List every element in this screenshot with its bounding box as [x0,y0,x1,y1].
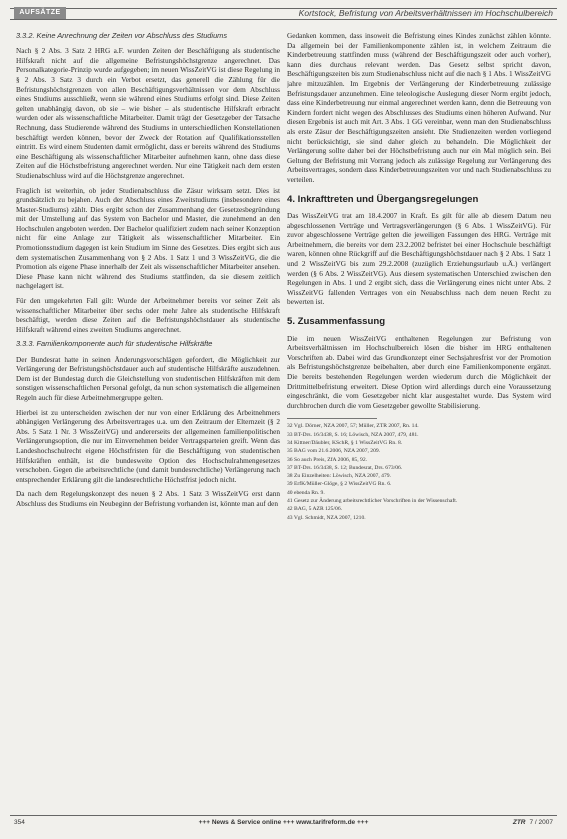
footnote: 32 Vgl. Dörner, NZA 2007, 57; Müller, ZTR 2007, Rn. 14. [287,423,419,430]
footnote: 40 ebenda Rn. 9. [287,489,325,496]
footnote-rule [287,418,377,419]
paragraph: Für den umgekehrten Fall gilt: Wurde der Arbeitnehmer bereits vor seiner Zeit als wissenschaftlicher Mitarbeiter über sechs oder mehr Jahre als studentische Hilfskraft beschäftigt, werden diese Zeiten auf die Befristungshöchstdauer als studentische Hilfskraft während eines zweiten Studiums angerechnet. [16,296,280,334]
footnote: 39 ErfK/Müller-Glöge, § 2 WissZeitVG Rn. 6. [287,481,392,488]
subheading-3-3-3: 3.3.3. Familienkomponente auch für studentische Hilfskräfte [16,339,213,349]
subheading-3-3-2: 3.3.2. Keine Anrechnung der Zeiten vor Abschluss des Studiums [16,31,228,40]
footnotes [287,423,551,522]
section-rubric: AUFSÄTZE [14,7,66,19]
footnote: 41 Gesetz zur Änderung arbeitsrechtlicher Vorschriften in der Wissenschaft. [287,498,458,505]
journal-logo: ZTR [512,819,526,826]
left-column [16,31,280,801]
paragraph: Die im neuen WissZeitVG enthaltenen Regelungen zur Befristung von Arbeitsverhältnissen im Hochschulbereich lösen die bisher im HRG enthaltenen Vorschriften ab. Dabei wird das Grundkonzept einer Sechsjahresfrist vor der Promotion als Befristungshöchstgrenze beibehalten, aber durch eine Familienkomponente ergänzt. Die bereits bestehenden Regelungen werden wiederum durch die Möglichkeit der Drittmittelbefristung erweitert. Diese Option wird allerdings durch eine Voraussetzung eingeschränkt, die vom Gesetzgeber nicht klar ausgestaltet wurde. Das System wird durchbrochen durch die vom Gesetzgeber gewollte Stabilisierung. [287,333,551,410]
footer-link[interactable]: +++ News & Service online +++ www.tarifreform.de +++ [198,819,369,826]
footnote: 38 Zu Einzelheiten: Löwisch, NZA 2007, 479. [287,473,391,480]
paragraph: Das WissZeitVG trat am 18.4.2007 in Kraft. Es gilt für alle ab diesem Datum neu abgeschlossenen Verträge und Vertragsverlängerungen (§ 6 Abs. 1 WissZeitVG). Für zuvor abgeschlossene Verträge gelten die jeweiligen Fassungen des HRG. Verträge mit Arbeitnehmern, die bereits vor dem 23.2.2002 befristet bei einer Hochschule beschäftigt waren, können ohne Rückgriff auf die Beschäftigungshöchstdauer nach § 2 Abs. 1 Satz 1 und 2 WissZeitVG bis zum 29.2.2008 (zuzüglich Erziehungsurlaub u.Ä.) verlängert werden (§ 6 Abs. 2 WissZeitVG). Aus diesem systematischen Unterschied zwischen den Regelungen in Abs. 1 und 2 ergibt sich, dass die Verlängerung eines nicht unter Abs. 2 WissZeitVG fallenden Vertrages von ein Neuabschluss nach dem neuen Recht zu bewerten ist. [287,211,551,307]
footnote: 37 BT-Drs. 16/3438, S. 12; Bundesrat, Drs. 673/06. [287,464,403,471]
footnote: 42 BAG, 5 AZR 125/06. [287,506,343,513]
footnote: 35 BAG vom 21.6.2006, NZA 2007, 209. [287,448,381,455]
running-head: Kortstock, Befristung von Arbeitsverhältnissen im Hochschulbereich [298,8,553,18]
paragraph: Hierbei ist zu unterscheiden zwischen der nur von einer Erklärung des Arbeitnehmers abhängigen Verlängerung des Arbeitsvertrages u.a. um den Zeitraum der Elternzeit (§ 2 Abs. 5 Satz 1 Nr. 3 WissZeitVG) und andererseits der allgemeinen familienpolitischen Verlängerungsoption, die nur im Einvernehmen beider Vertragsparteien greift. Wenn das Landeshochschulrecht eigene Höchstfristen für die Beschäftigung von studentischen Hilfskräften enthält, ist die bundesweite Option des Hochschulrahmengesetzes verschoben. Gegen die arbeitsrechtliche (und damit bundesrechtliche) Verlängerung nach entsprechender Erklärung gilt die landesrechtliche Höchstfrist jedoch nicht. [16,407,280,484]
section-heading-5: 5. Zusammenfassung [287,316,386,328]
footnote: 33 BT-Drs. 16/3438, S. 16; Löwisch, NZA 2007, 479, 481. [287,431,419,438]
footnote: 43 Vgl. Schmidt, NZA 2007, 1210. [287,514,366,521]
section-heading-4: 4. Inkrafttreten und Übergangsregelungen [287,193,479,205]
right-column [287,31,551,801]
page-footer [10,815,557,828]
page-number: 354 [14,819,25,826]
paragraph: Gedanken kommen, dass insoweit die Befristung eines Kindes zunächst zählen könnte. Da allgemein bei der Familienkomponente zählen ist, in welchem Zeitraum die Kinderbetreuung stattfinden muss (während der Beschäftigungszeit oder auch vorher), kann dies durchaus relevant werden. Das Gesetz selbst spricht davon, Beschäftigungszeiten bis zum Studienabschluss nicht auf die nach § 1 Abs. 1 WissZeitVG jahre mitzuzählen. Im Ergebnis der Verlängerung der Kinderbetreuung zulässige Befristungsdauer anzunehmen. Eine teleologische Auslegung dieser Norm ergibt jedoch, dass eine Kinderbetreuung nur einmal angerechnet werden kann, denn die Betreuung von Kindern fordert nicht wegen des Abschlusses des Studiums einen höheren Aufwand. Nur diesen Ergebnis ist auch mit Art. 3 Abs. 1 GG vereinbar, wenn man den Studienabschluss als erste Zäsur der Beschäftigungszeiten ansieht. Die Studienzeiten werden vorliegend nicht berücksichtigt, sie sind daher gleich zu behandeln. Die Möglichkeit der Verlängerung sollte daher bei der Höchstbefristung auch nur ein Mal möglich sein. Bei Geltung der Befristung mit Vorrang jedoch als zulässige Regelung zur Verlängerung des Arbeitsvertrages, sondern dass Kinderbetreuungszeiten vor und nach Studienabschluss zu verteilen. [287,31,551,184]
issue-number: 7 / 2007 [529,819,553,826]
paragraph: Da nach dem Regelungskonzept des neuen § 2 Abs. 1 Satz 3 WissZeitVG erst dann Abschluss des Studiums ein Neubeginn der Befristung vorhanden ist, könnte man auf den [16,489,280,508]
paragraph: Fraglich ist weiterhin, ob jeder Studienabschluss die Zäsur wirksam setzt. Dies ist grundsätzlich zu bejahen. Auch der Abschluss eines Zweitstudiums (insbesondere eines Master-Studiums) zählt. Dies ergibt schon der Zusammenhang der Gesetzesbegründung mit der Umstellung auf das System von Bachelor und Master, die zunehmend an den Hochschulen angeboten werden. Der Bachelor qualifiziert zudem nach seiner Konzeption nicht für eine Anlage zur Tätigkeit als wissenschaftlicher Mitarbeiter. Ein Promotionsstudium dagegen ist kein Studium im Sinne des Gesetzes. Dies ergibt sich aus dem systematischen Zusammenhang von § 2 Abs. 1 Satz 1 und 3 WissZeitVG, die die Promotion als eigene Phase innerhalb der Zeit als wissenschaftlicher Mitarbeiter ansehen. Diese Phase kann nicht während des Studiums stattfinden, da sie diesem zeitlich nachgelagert ist. [16,185,280,291]
footnote: 34 Kittner/Däubler, KSchR, § 1 WissZeitVG Rn. 8. [287,439,403,446]
footnote: 36 So auch Preis, ZfA 2006, 85, 92. [287,456,368,463]
paragraph: Nach § 2 Abs. 3 Satz 2 HRG a.F. wurden Zeiten der Beschäftigung als studentische Hilfskraft nicht auf die allgemeine Befristungshöchstgrenze angerechnet. Das Personalkategorie-Prinzip wurde aufgegeben; im neuen WissZeitVG ist diese Regelung in § 2 Abs. 3 Satz 3 durch ein Verbot ersetzt, das generell die Zählung für die Befristungshöchstgrenzen von allen Beschäftigungsverhältnissen vor dem Abschluss eines Studiums ausschließt, wenn sie während eines Studiums erfolgt sind. Diese Zeiten gelten unabhängig davon, ob sie – wie bisher – als studentische Hilfskraft erbracht wurden oder als wissenschaftliche Mitarbeiter. Damit trägt der Gesetzgeber der Tatsache Rechnung, dass Studierende während des Studiums in unterschiedlichen Konstellationen beschäftigt werden können, bevor der Zweck der Rotation auf Qualifikationsstellen eintritt. Es wird einem Studenten damit ermöglicht, dass er bereits während des Studiums eine Beschäftigung als wissenschaftlicher Mitarbeiter aufnehmen kann, ohne dass diese Zeiten auf die Höchstbefristung angerechnet werden. Nur eine Tätigkeit nach dem ersten Studienabschluss wird auf die Höchstgrenze angerechnet. [16,46,280,180]
paragraph: Der Bundesrat hatte in seinen Änderungsvorschlägen gefordert, die Möglichkeit zur Verlängerung der Befristungshöchstdauer auch auf studentische Hilfskräfte auszudehnen. Dem ist der Bundestag durch die Gleichstellung von studentischen Hilfskräften mit dem sonstigen wissenschaftlichen Personal gefolgt, da nun schon systematisch die allgemeinen Regeln auch für diese Arbeitnehmergruppe gelten. [16,354,280,402]
issue-label [513,819,553,826]
page-header [0,0,567,22]
